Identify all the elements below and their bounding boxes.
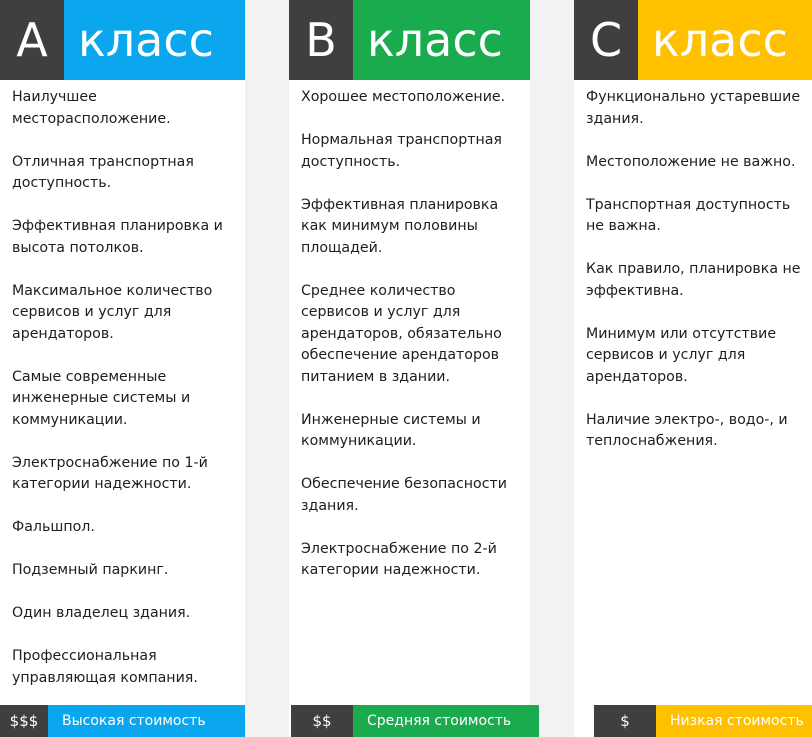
feature-item: Инженерные системы и коммуникации. [301, 411, 481, 449]
feature-item: Электроснабжение по 2-й категории надежности. [301, 540, 497, 578]
class-c-letter: C [574, 0, 638, 80]
feature-item: Функционально устаревшие здания. [586, 89, 801, 127]
class-c-column [574, 0, 812, 449]
feature-item: Хорошее местоположение. [301, 89, 506, 105]
feature-item: Как правило, планировка не эффективна. [586, 261, 801, 299]
feature-item: Среднее количество сервисов и услуг для арендаторов, обязательно обеспечение арендаторов питанием в здании. [301, 282, 502, 385]
class-c-features [586, 87, 806, 474]
feature-item: Местоположение не важно. [586, 153, 796, 170]
feature-item: Наличие электро-, водо-, и теплоснабжения. [586, 411, 788, 449]
feature-item: Один владелец здания. [12, 605, 191, 621]
feature-item: Транспортная доступность не важна. [586, 196, 791, 234]
class-c-title: класс [638, 0, 812, 80]
class-c-cost-label: Низкая стоимость [656, 705, 812, 737]
class-b-title: класс [353, 0, 530, 80]
class-c-header [574, 0, 812, 80]
class-b-header [289, 0, 530, 80]
class-a-cost-label: Высокая стоимость [48, 705, 245, 737]
class-a-column [0, 0, 245, 686]
feature-item: Нормальная транспортная доступность. [301, 132, 502, 170]
feature-item: Наилучшее месторасположение. [12, 89, 171, 127]
class-a-features [12, 87, 239, 711]
feature-item: Профессиональная управляющая компания. [12, 648, 198, 686]
feature-item: Эффективная планировка и высота потолков. [12, 218, 223, 256]
class-b-column [289, 0, 530, 578]
class-a-cost-symbol: $$$ [0, 705, 48, 737]
class-b-cost-label: Средняя стоимость [353, 705, 539, 737]
class-b-cost-symbol: $$ [291, 705, 353, 737]
class-a-letter: A [0, 0, 64, 80]
class-a-header [0, 0, 245, 80]
feature-item: Обеспечение безопасности здания. [301, 476, 508, 514]
column-gutter [245, 0, 289, 737]
class-b-features [301, 87, 524, 603]
feature-item: Самые современные инженерные системы и коммуникации. [12, 368, 191, 428]
column-gutter [530, 0, 574, 737]
feature-item: Подземный паркинг. [12, 562, 169, 578]
class-a-cost-bar [0, 705, 245, 737]
feature-item: Эффективная планировка как минимум половины площадей. [301, 196, 499, 256]
class-c-cost-symbol: $ [594, 705, 656, 737]
class-b-letter: B [289, 0, 353, 80]
class-a-title: класс [64, 0, 245, 80]
feature-item: Электроснабжение по 1-й категории надежности. [12, 454, 208, 492]
feature-item: Отличная транспортная доступность. [12, 153, 194, 191]
feature-item: Фальшпол. [12, 519, 95, 535]
feature-item: Минимум или отсутствие сервисов и услуг для арендаторов. [586, 325, 777, 385]
class-c-cost-bar [594, 705, 812, 737]
feature-item: Максимальное количество сервисов и услуг для арендаторов. [12, 282, 213, 342]
class-b-cost-bar [291, 705, 539, 737]
